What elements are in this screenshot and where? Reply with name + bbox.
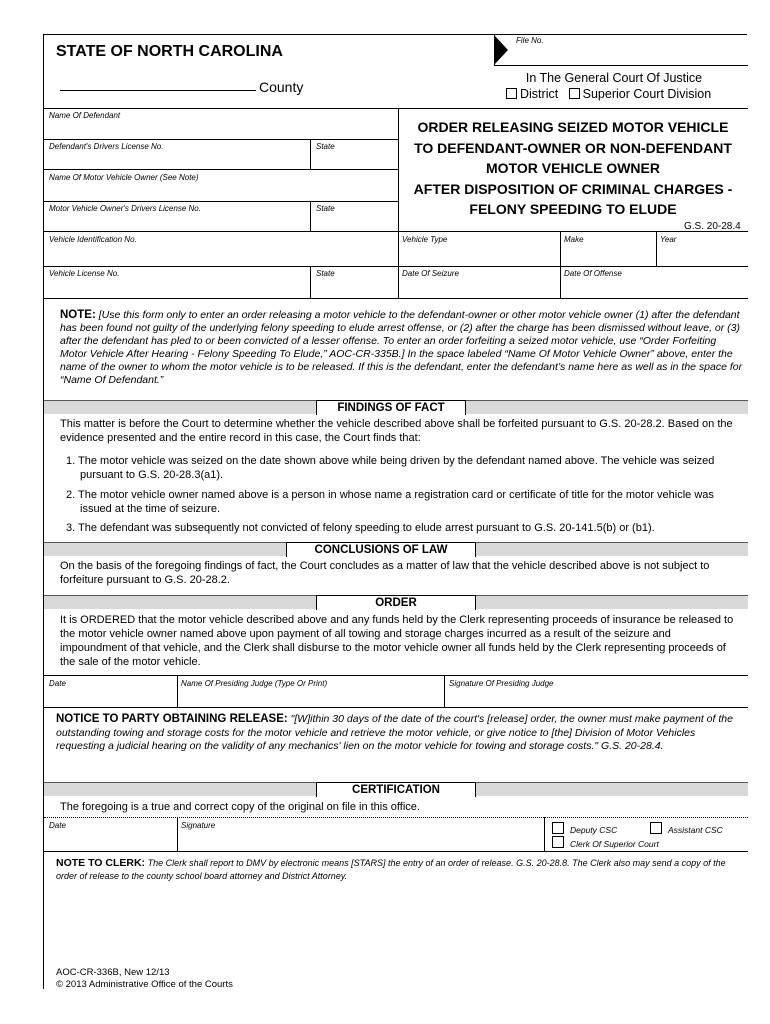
court-form (43, 34, 747, 989)
clerk-option (552, 836, 659, 849)
court-division-options (506, 87, 711, 101)
deputy-csc-option (552, 822, 617, 835)
note-text: [Use this form only to enter an order releasing a motor vehicle to the defendant-owner or other motor vehicle owner (1) after the defendant has been found not guilty of the underlying felony speeding to elude arrest offense, or (2) after the charge has been dismissed without leave, or (3) after the defendant has pled to or been convicted of a lesser offense. To enter an order forfeiting a seized motor vehicle, use “Order Forfeiting Motor Vehicle After Hearing - Felony Speeding To Elude,” AOC-CR-335B.] In the space labeled “Name Of Motor Vehicle Owner” above, enter the name of the owner to whom the motor vehicle is to be released. If this is the defendant, enter the defendant’s name here as well as in the space for “Name Of Defendant.” (60, 309, 743, 386)
order-date-label: Date (49, 679, 66, 688)
county-input-line[interactable] (60, 90, 256, 91)
cert-date-label: Date (49, 821, 66, 830)
clerk-note-text: The Clerk shall report to DMV by electronic means [STARS] the entry of an order of release. G.S. 20-28.8. The Clerk also may send a copy of the order of release to the county school board attorney and District Attorney. (56, 858, 726, 881)
notice-label: NOTICE TO PARTY OBTAINING RELEASE: (56, 713, 288, 725)
certification-bar (44, 782, 748, 796)
notice-text: "[W]ithin 30 days of the date of the court's [release] order, the owner must make payment of the outstanding towing and storage costs for the motor vehicle and retrieve the motor vehicle, or give notice to [the] Division of Motor Vehicles requesting a judicial hearing on the validity of any mechanics' lien on the motor vehicle for towing and storage costs." G.S. 20-28.4. (56, 713, 733, 752)
clerk-note-label: NOTE TO CLERK: (56, 857, 146, 869)
finding-2: 2. The motor vehicle owner named above is a person in whose name a registration card or certificate of title for the motor vehicle was issued at the time of seizure. (66, 489, 714, 515)
district-label: District (520, 87, 559, 101)
clerk-checkbox[interactable] (552, 836, 564, 848)
conclusions-heading: CONCLUSIONS OF LAW (286, 542, 476, 557)
superior-label: Superior Court Division (582, 87, 712, 101)
license-state-label: State (316, 269, 335, 278)
superior-checkbox[interactable] (569, 88, 580, 99)
gs-reference: G.S. 20-28.4 (684, 221, 741, 232)
date-of-seizure-label: Date Of Seizure (402, 269, 459, 278)
title-line-2: TO DEFENDANT-OWNER OR NON-DEFENDANT (414, 139, 732, 156)
finding-1: 1. The motor vehicle was seized on the date shown above while being driven by the defendant named above. The vehicle was seized pursuant to G.S. 20-28.3(a1). (66, 455, 715, 481)
findings-intro: This matter is before the Court to determine whether the vehicle described above shall be forfeited pursuant to G.S. 20-28.2. Based on the evidence presented and the entire record in this case, the Court finds that: (60, 418, 733, 444)
order-heading: ORDER (316, 595, 476, 610)
owner-license-label: Motor Vehicle Owner's Drivers License No. (49, 204, 201, 213)
owner-state-label: State (316, 204, 335, 213)
conclusions-bar (44, 542, 748, 556)
judge-signature-label: Signature Of Presiding Judge (449, 679, 554, 688)
order-text: It is ORDERED that the motor vehicle described above and any funds held by the Clerk representing proceeds of insurance be released to the motor vehicle owner named above upon payment of all towing and storage charges incurred as a result of the seizure and impoundment of that vehicle, and the Clerk shall disburse to the motor vehicle owner all funds held by the Clerk representing proceeds of the sale of the motor vehicle. (60, 614, 734, 668)
findings-bar (44, 400, 748, 414)
certification-text: The foregoing is a true and correct copy of the original on file in this office. (60, 801, 420, 813)
court-title: In The General Court Of Justice (525, 71, 703, 85)
conclusions-text: On the basis of the foregoing findings of fact, the Court concludes as a matter of law that the vehicle described above is not subject to forfeiture pursuant to G.S. 20-28.2. (60, 560, 710, 586)
defendant-name-label: Name Of Defendant (49, 111, 121, 120)
clerk-label: Clerk Of Superior Court (570, 839, 659, 849)
district-checkbox[interactable] (506, 88, 517, 99)
usage-note (60, 309, 744, 387)
deputy-csc-label: Deputy CSC (570, 825, 618, 835)
defendant-license-label: Defendant's Drivers License No. (49, 142, 164, 151)
finding-3: 3. The defendant was subsequently not convicted of felony speeding to elude arrest pursuant to G.S. 20-141.5(b) or (b1). (66, 522, 655, 534)
file-no-field[interactable] (494, 65, 748, 66)
assistant-csc-checkbox[interactable] (650, 822, 662, 834)
make-label: Make (564, 235, 584, 244)
deputy-csc-checkbox[interactable] (552, 822, 564, 834)
year-label: Year (660, 235, 677, 244)
findings-heading: FINDINGS OF FACT (316, 400, 466, 415)
certification-heading: CERTIFICATION (316, 782, 476, 797)
form-number: AOC-CR-336B, New 12/13 (56, 967, 170, 978)
county-label: County (259, 79, 304, 95)
vehicle-type-label: Vehicle Type (402, 235, 448, 244)
date-of-offense-label: Date Of Offense (564, 269, 622, 278)
order-bar (44, 595, 748, 609)
title-line-1: ORDER RELEASING SEIZED MOTOR VEHICLE (417, 119, 729, 135)
cert-signature-label: Signature (181, 821, 216, 830)
release-notice (56, 713, 744, 754)
clerk-note (56, 857, 744, 883)
state-title: STATE OF NORTH CAROLINA (56, 43, 283, 60)
title-line-5: FELONY SPEEDING TO ELUDE (469, 201, 677, 218)
vin-label: Vehicle Identification No. (49, 235, 137, 244)
license-no-label: Vehicle License No. (49, 269, 120, 278)
title-line-4: AFTER DISPOSITION OF CRIMINAL CHARGES - (413, 180, 733, 197)
judge-name-label: Name Of Presiding Judge (Type Or Print) (181, 679, 328, 688)
defendant-state-label: State (316, 142, 335, 151)
copyright: © 2013 Administrative Office of the Courts (56, 979, 233, 990)
vehicle-owner-label: Name Of Motor Vehicle Owner (See Note) (49, 173, 199, 182)
form-footer (56, 967, 233, 991)
assistant-csc-label: Assistant CSC (668, 825, 723, 835)
file-no-arrow-icon (494, 35, 508, 65)
order-title (398, 117, 748, 220)
file-no-label: File No. (516, 36, 544, 45)
assistant-csc-option (650, 822, 723, 835)
title-line-3: MOTOR VEHICLE OWNER (486, 160, 660, 177)
note-label: NOTE: (60, 309, 96, 321)
